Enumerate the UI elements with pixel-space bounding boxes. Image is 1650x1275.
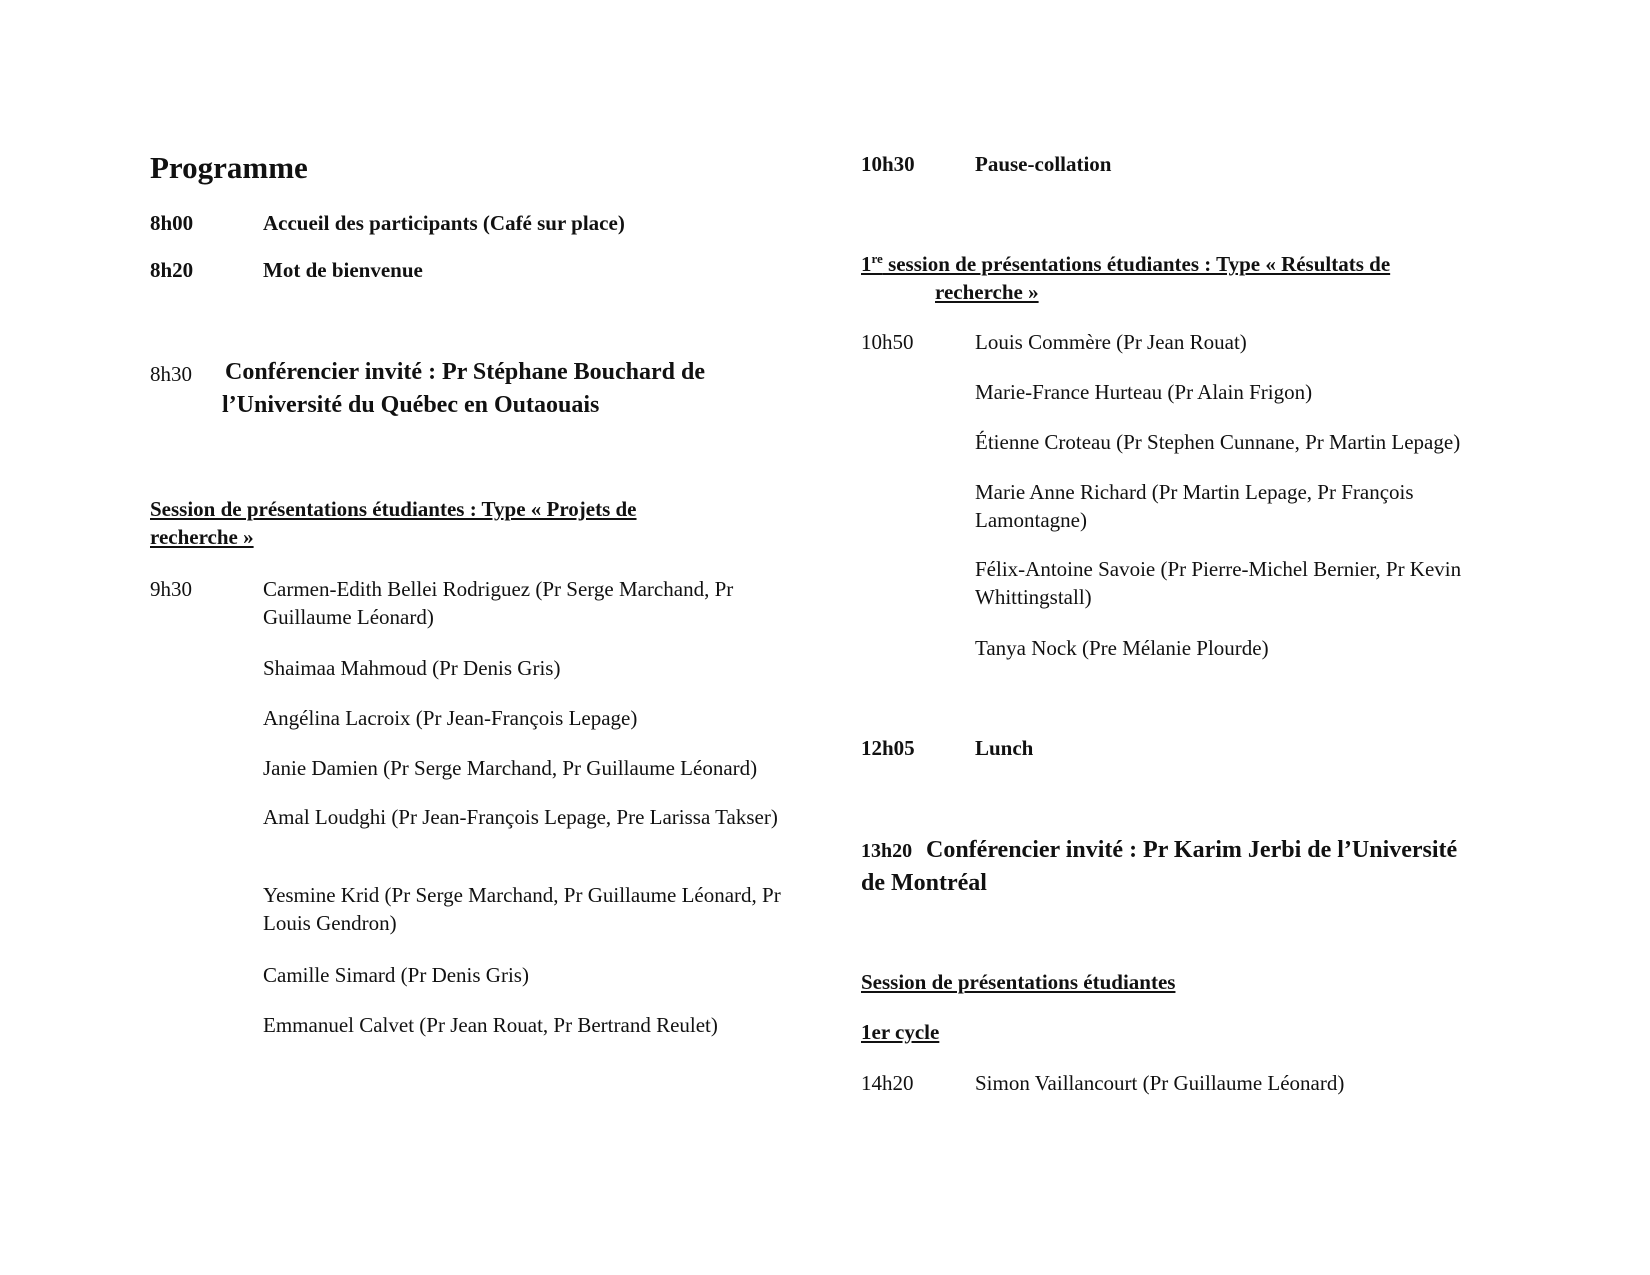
presenter-item: Amal Loudghi (Pr Jean-François Lepage, Pre Larissa Takser) <box>263 805 778 829</box>
lunch-label: Lunch <box>975 736 1034 760</box>
presenter-item: Shaimaa Mahmoud (Pr Denis Gris) <box>263 656 561 680</box>
presenter-item: Camille Simard (Pr Denis Gris) <box>263 963 529 987</box>
presenter-item: Carmen-Edith Bellei Rodriguez (Pr Serge Marchand, Pr Guillaume Léonard) <box>263 577 734 629</box>
presenter-item: Étienne Croteau (Pr Stephen Cunnane, Pr Martin Lepage) <box>975 430 1461 454</box>
page-title: Programme <box>150 150 308 185</box>
break-time: 10h30 <box>861 152 915 176</box>
break-label: Pause-collation <box>975 152 1112 176</box>
keynote-title-line1: Conférencier invité : Pr Stéphane Bouchard de <box>225 359 705 385</box>
presenter-item: Tanya Nock (Pre Mélanie Plourde) <box>975 636 1269 660</box>
agenda-label-welcome: Accueil des participants (Café sur place) <box>263 211 625 235</box>
presenter-item: Louis Commère (Pr Jean Rouat) <box>975 330 1247 354</box>
keynote-time: 8h30 <box>150 362 192 386</box>
agenda-time-opening: 8h20 <box>150 258 194 282</box>
presenter-item: Marie-France Hurteau (Pr Alain Frigon) <box>975 380 1313 404</box>
session-title: Session de présentations étudiantes : Type « Projets de recherche » <box>150 497 637 549</box>
presenter-item: Angélina Lacroix (Pr Jean-François Lepage) <box>263 706 638 730</box>
presenter-item: Yesmine Krid (Pr Serge Marchand, Pr Guillaume Léonard, Pr Louis Gendron) <box>263 883 781 935</box>
keynote2-title-line2: de Montréal <box>861 870 987 896</box>
session2-title: Session de présentations étudiantes <box>861 970 1176 994</box>
lunch-time: 12h05 <box>861 736 915 760</box>
presenter-item: Emmanuel Calvet (Pr Jean Rouat, Pr Bertrand Reulet) <box>263 1013 718 1037</box>
keynote-title-line2: l’Université du Québec en Outaouais <box>222 392 600 418</box>
presenter-item: Simon Vaillancourt (Pr Guillaume Léonard) <box>975 1071 1345 1095</box>
session1-title-line1: 1re session de présentations étudiantes : Type « Résultats de <box>861 251 1391 276</box>
session-time: 9h30 <box>150 577 192 601</box>
keynote2-time: 13h20 <box>861 840 913 862</box>
agenda-time-welcome: 8h00 <box>150 211 194 235</box>
presenter-item: Félix-Antoine Savoie (Pr Pierre-Michel Bernier, Pr Kevin Whittingstall) <box>975 557 1462 609</box>
presenter-item: Janie Damien (Pr Serge Marchand, Pr Guillaume Léonard) <box>263 756 758 780</box>
session2-subtitle: 1er cycle <box>861 1020 940 1044</box>
presenter-item: Marie Anne Richard (Pr Martin Lepage, Pr François Lamontagne) <box>975 480 1414 532</box>
keynote2-title-line1: Conférencier invité : Pr Karim Jerbi de l’Université <box>926 837 1458 863</box>
session1-time: 10h50 <box>861 330 914 354</box>
agenda-label-opening: Mot de bienvenue <box>263 258 423 282</box>
session1-title-line2: recherche » <box>935 280 1039 304</box>
session2-time: 14h20 <box>861 1071 914 1095</box>
